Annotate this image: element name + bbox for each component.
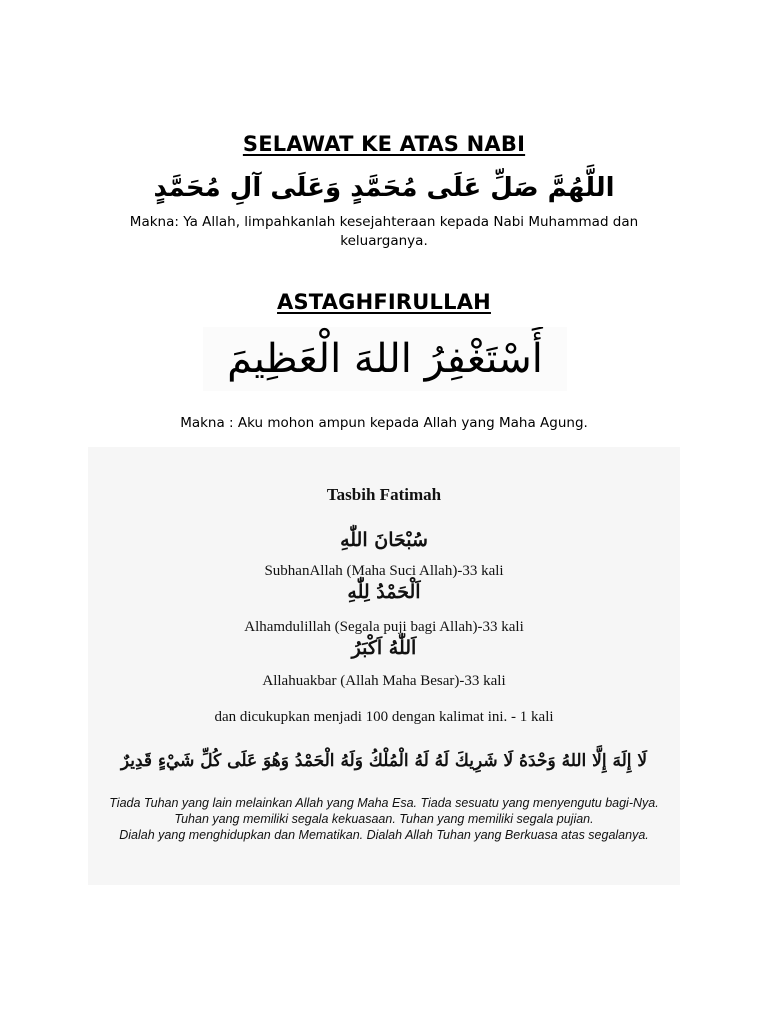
alhamdulillah-arabic: اَلْحَمْدُ لِلّٰهِ <box>347 581 421 603</box>
tasbih-fatimah-image <box>88 447 680 885</box>
tahlil-meaning-line: Tuhan yang memiliki segala kekuasaan. Tuhan yang memiliki segala pujian. <box>174 812 594 826</box>
astaghfirullah-meaning: Makna : Aku mohon ampun kepada Allah yang Maha Agung. <box>180 415 588 431</box>
allahuakbar-text: Allahuakbar (Allah Maha Besar)-33 kali <box>262 673 506 689</box>
allahuakbar-arabic: اَللّٰهُ اَكْبَرُ <box>351 637 417 659</box>
tasbih-title: Tasbih Fatimah <box>326 485 442 504</box>
tahlil-meaning-line: Tiada Tuhan yang lain melainkan Allah yang Maha Esa. Tiada sesuatu yang menyengutu bagi-Nya. <box>109 796 659 810</box>
selawat-title: SELAWAT KE ATAS NABI <box>242 132 526 156</box>
subhanallah-arabic: سُبْحَانَ اللّٰهِ <box>340 529 428 551</box>
alhamdulillah-text: Alhamdulillah (Segala puji bagi Allah)-33 kali <box>244 619 524 635</box>
astaghfirullah-calligraphy-image: أَسْتَغْفِرُ اللهَ الْعَظِيمَ <box>203 327 567 391</box>
tahlil-meaning-line: Dialah yang menghidupkan dan Mematikan. Dialah Allah Tuhan yang Berkuasa atas segalanya. <box>119 828 649 842</box>
dicukupkan-text: dan dicukupkan menjadi 100 dengan kalimat ini. - 1 kali <box>214 709 554 725</box>
selawat-arabic-text: اللَّهُمَّ صَلِّ عَلَى مُحَمَّدٍ وَعَلَى آلِ مُحَمَّدٍ <box>153 173 615 203</box>
subhanallah-text: SubhanAllah (Maha Suci Allah)-33 kali <box>264 563 504 579</box>
tahlil-arabic: لَا إِلَهَ إِلَّا اللهُ وَحْدَهُ لَا شَرِيكَ لَهُ لَهُ الْمُلْكُ وَلَهُ الْحَمْدُ وَهُوَ عَلَى كُلِّ شَيْءٍ قَدِيرٌ <box>120 751 648 771</box>
selawat-meaning: Makna: Ya Allah, limpahkanlah kesejahteraan kepada Nabi Muhammad dan keluarganya. <box>129 214 639 249</box>
astaghfirullah-title: ASTAGHFIRULLAH <box>277 290 491 314</box>
